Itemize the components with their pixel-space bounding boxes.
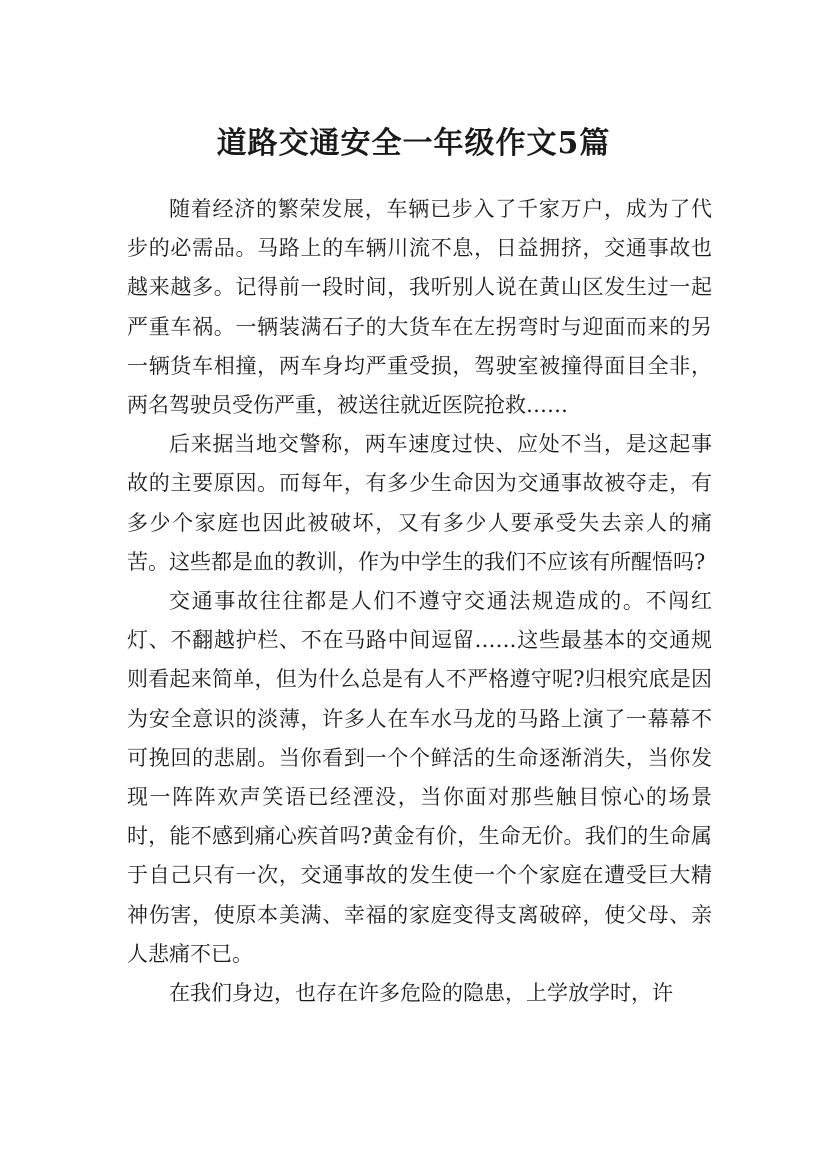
paragraph: 后来据当地交警称，两车速度过快、应处不当，是这起事故的主要原因。而每年，有多少生命因为交通事故被夺走，有多少个家庭也因此被破坏，又有多少人要承受失去亲人的痛苦。这些都是血的教训，作为中学生的我们不应该有所醒悟吗?: [127, 432, 712, 574]
paragraph: 交通事故往往都是人们不遵守交通法规造成的。不闯红灯、不翻越护栏、不在马路中间逗留……这些最基本的交通规则看起来简单，但为什么总是有人不严格遵守呢?归根究底是因为安全意识的淡薄，许多人在车水马龙的马路上演了一幕幕不可挽回的悲剧。当你看到一个个鲜活的生命逐渐消失，当你发现一阵阵欢声笑语已经湮没，当你面对那些触目惊心的场景时，能不感到痛心疾首吗?黄金有价，生命无价。我们的生命属于自己只有一次，交通事故的发生使一个个家庭在遭受巨大精神伤害，使原本美满、幸福的家庭变得支离破碎，使父母、亲人悲痛不已。: [127, 589, 712, 966]
document-title: 道路交通安全一年级作文5篇: [216, 126, 611, 162]
paragraph: 随着经济的繁荣发展，车辆已步入了千家万户，成为了代步的必需品。马路上的车辆川流不息，日益拥挤，交通事故也越来越多。记得前一段时间，我听别人说在黄山区发生过一起严重车祸。一辆装满石子的大货车在左拐弯时与迎面而来的另一辆货车相撞，两车身均严重受损，驾驶室被撞得面目全非，两名驾驶员受伤严重，被送往就近医院抢救……: [127, 197, 712, 418]
paragraph: 在我们身边，也存在许多危险的隐患，上学放学时，许: [169, 981, 673, 1006]
document-body: [127, 190, 712, 1013]
